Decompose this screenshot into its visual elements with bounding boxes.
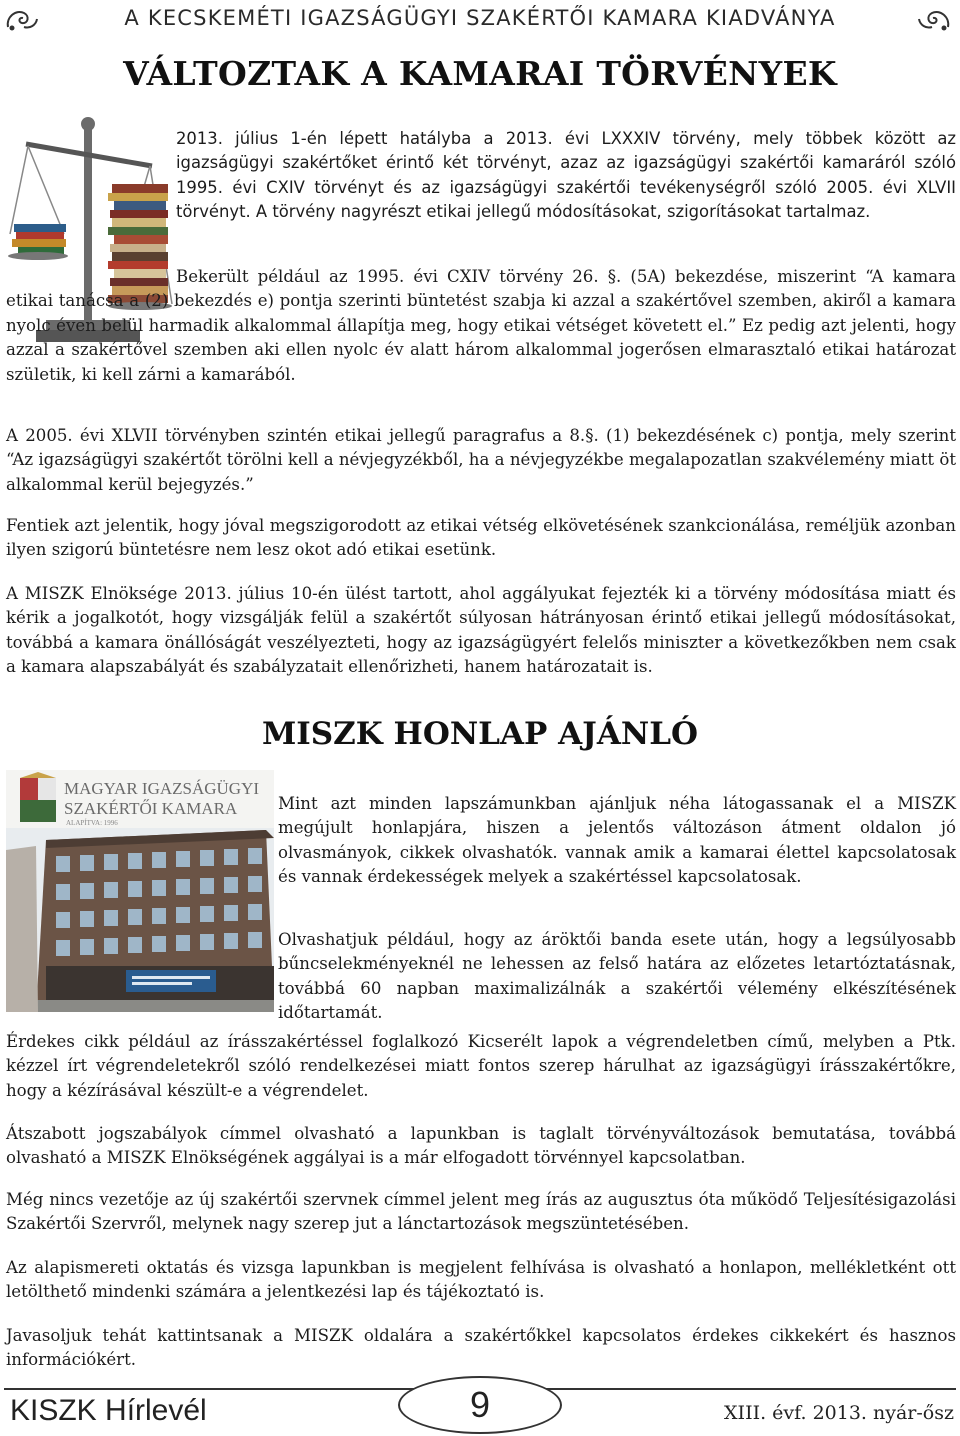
newsletter-name: KISZK Hírlevél <box>10 1394 207 1427</box>
article-title: VÁLTOZTAK A KAMARAI TÖRVÉNYEK <box>123 54 837 93</box>
sign-line-3: ALAPÍTVA: 1996 <box>66 819 118 827</box>
sign-line-1: MAGYAR IGAZSÁGÜGYI <box>64 779 260 798</box>
article1-paragraph-2: Bekerült például az 1995. évi CXIV törvény 26. §. (5A) bekezdése, miszerint “A kamara etikai tanácsa a (2) bekezdés e) pontja szerinti büntetést szabja ki azzal a szakértővel szemben, akiről a kamara nyolc éven belül harmadik alkalommal állapítja meg, hogy etikai vétséget követett el.” Ez pedig azt jelenti, hogy azzal a szakértővel szemben aki ellen nyolc év alatt három alkalommal jogerősen elmarasztaló etikai határozat születik, ki kell zárni a kamarából. <box>6 267 956 384</box>
article2-paragraph-1: Mint azt minden lapszámunkban ajánljuk néha látogassanak el a MISZK megújult honlapjára, hiszen a jelentős változáson átment oldalon jó olvasmányok, cikkek olvashatók. vannak amik a kamarai élettel kapcsolatosak és vannak érdekességek melyek a szakértéssel kapcsolatosak. <box>278 794 956 887</box>
article2-paragraph-5: Még nincs vezetője az új szakértői szervnek címmel jelent meg írás az augusztus óta működő Teljesítésigazolási Szakértői Szervről, melynek nagy szerep jut a lánctartozások megszüntetésében. <box>6 1190 956 1234</box>
header-title: A KECSKEMÉTI IGAZSÁGÜGYI SZAKÉRTŐI KAMARA KIADVÁNYA <box>124 6 836 30</box>
article1-paragraph-5: A MISZK Elnöksége 2013. július 10-én ülést tartott, ahol aggályukat fejezték ki a törvény módosítása miatt és kérik a jogalkotót, hogy vizsgálják felül a szakértőt súlyosan hátrányosan érintő etikai jellegű módosításokat, továbbá a kamara önállóságát veszélyezteti, hogy az igazságügyért felelős miniszter a következőkben nem csak a kamara alapszabályát és szabályzatait ellenőrizheti, hanem határozatait is. <box>6 584 956 677</box>
building-photo <box>6 770 274 1012</box>
article1-paragraph-3: A 2005. évi XLVII törvényben szintén etikai jellegű paragrafus a 8.§. (1) bekezdésének c) pontja, mely szerint “Az igazságügyi szakértőt törölni kell a névjegyzékből, ha a névjegyzékbe megalapozatlan szakvélemény miatt öt alkalommal kerül bejegyzés.” <box>6 426 956 494</box>
paisley-ornament-icon <box>916 7 952 33</box>
issue-label: XIII. évf. 2013. nyár-ősz <box>724 1402 954 1424</box>
page-header <box>0 4 960 36</box>
page-number-badge <box>398 1376 562 1434</box>
sign-line-2: SZAKÉRTŐI KAMARA <box>64 799 238 818</box>
article1-paragraph-4: Fentiek azt jelentik, hogy jóval megszigorodott az etikai vétség elkövetésének szankcionálása, reméljük azonban ilyen szigorú büntetésre nem lesz okot adó etikai esetünk. <box>6 516 956 560</box>
page-footer <box>0 1372 960 1436</box>
paisley-ornament-icon <box>4 7 40 33</box>
article2-paragraph-7: Javasoljuk tehát kattintsanak a MISZK oldalára a szakértőkkel kapcsolatos érdekes cikkekért és hasznos információkért. <box>6 1326 956 1370</box>
article2-paragraph-2: Olvashatjuk például, hogy az áröktői banda esete után, hogy a legsúlyosabb bűncselekményeknél ne lehessen az felső határa az előzetes letartóztatásnak, továbbá 60 napban maximalizálnák a szakértői vélemény elkészítésének időtartamát. <box>278 930 956 1023</box>
page-number: 9 <box>469 1384 491 1425</box>
section-title: MISZK HONLAP AJÁNLÓ <box>261 716 699 752</box>
article2-paragraph-6: Az alapismereti oktatás és vizsga lapunkban is megjelent felhívása is olvasható a honlapon, mellékletként ott letölthető mindenki számára a jelentkezési lap és tájékoztató is. <box>6 1258 956 1302</box>
article2-paragraph-3: Érdekes cikk például az írásszakértéssel foglalkozó Kicserélt lapok a végrendeletben című, melyben a Ptk. kézzel írt végrendeletekről szóló rendelkezései miatt fontos szerep hárulhat az igazságügyi írásszakértőkre, hogy a kézírásával készült-e a végrendelet. <box>6 1032 956 1100</box>
article2-paragraph-4: Átszabott jogszabályok címmel olvasható a lapunkban is taglalt törvényváltozások bemutatása, továbbá olvasható a MISZK Elnökségének aggályai is a már elfogadott törvénnyel kapcsolatban. <box>6 1124 956 1168</box>
article1-paragraph-1: 2013. július 1-én lépett hatályba a 2013. évi LXXXIV törvény, mely többek között az igazságügyi szakértőket érintő két törvényt, azaz az igazságügyi szakértői kamaráról szóló 1995. évi CXIV törvényt és az igazságügyi szakértői tevékenységről szóló 2005. évi XLVII törvényt. A törvény nagyrészt etikai jellegű módosításokat, szigorításokat tartalmaz. <box>176 129 956 222</box>
